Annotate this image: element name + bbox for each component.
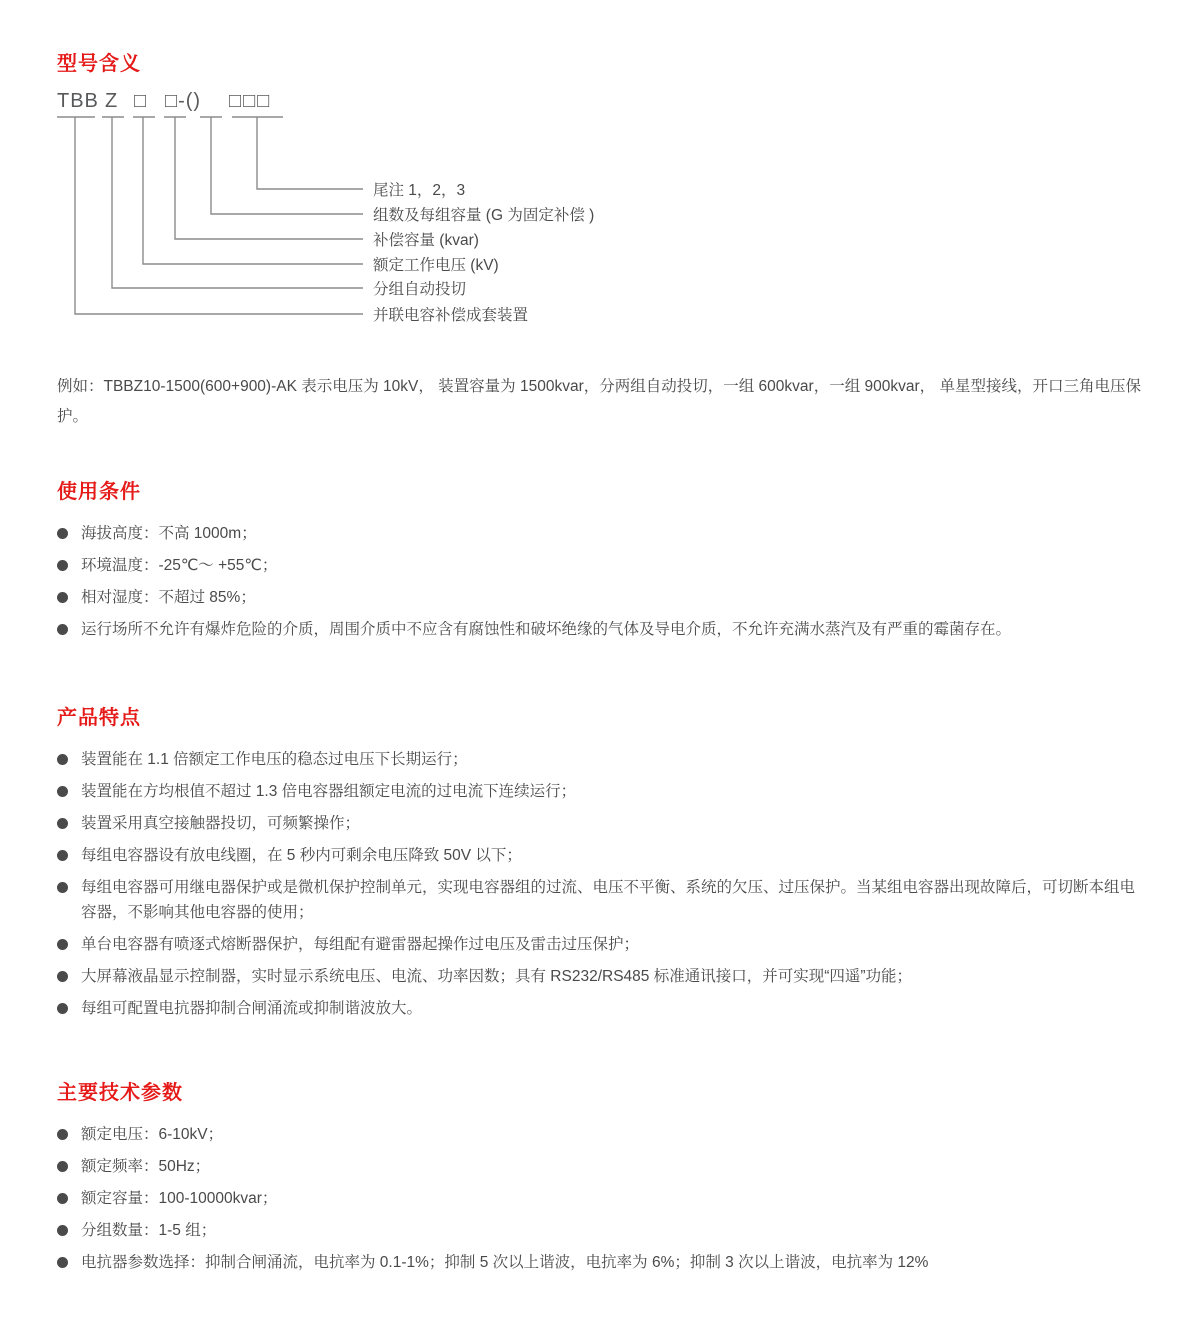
product-features-list — [57, 747, 1145, 1021]
list-item-text: 海拔高度：不高 1000m； — [81, 525, 257, 542]
list-item — [57, 521, 1145, 546]
section-title-product-features: 产品特点 — [57, 707, 141, 729]
diagram-label-rated-voltage: 额定工作电压 (kV) — [373, 257, 499, 274]
list-item-text: 每组电容器设有放电线圈，在 5 秒内可剩余电压降致 50V 以下； — [81, 847, 522, 864]
section-title-usage-conditions: 使用条件 — [57, 481, 141, 503]
usage-conditions-section — [57, 480, 1145, 642]
bullet-icon — [57, 882, 68, 893]
list-item — [57, 811, 1145, 836]
bullet-icon — [57, 1003, 68, 1014]
list-item-text: 运行场所不允许有爆炸危险的介质，周围介质中不应含有腐蚀性和破坏绝缘的气体及导电介质，不允许充满水蒸汽及有严重的霉菌存在。 — [81, 621, 1012, 638]
list-item — [57, 617, 1145, 642]
list-item — [57, 779, 1145, 804]
model-code-segment-suffix-boxes: □□□ — [229, 90, 272, 112]
model-code-segment-voltage-box: □ — [134, 90, 147, 112]
model-meaning-section — [57, 52, 1145, 432]
list-item-text: 额定容量：100-10000kvar； — [81, 1190, 278, 1207]
diagram-label-auto-switching: 分组自动投切 — [373, 281, 467, 298]
list-item — [57, 1250, 1145, 1275]
section-title-model-meaning: 型号含义 — [57, 53, 141, 75]
model-code-segment-capacity-box: □-() — [165, 90, 202, 112]
list-item-text: 额定频率：50Hz； — [81, 1158, 211, 1175]
list-item — [57, 1218, 1145, 1243]
list-item — [57, 932, 1145, 957]
bullet-icon — [57, 1193, 68, 1204]
diagram-label-suffix: 尾注 1，2，3 — [373, 182, 466, 199]
list-item-text: 环境温度：-25℃～ +55℃； — [81, 557, 278, 574]
list-item — [57, 843, 1145, 868]
diagram-connector-lines — [57, 90, 1145, 342]
list-item — [57, 553, 1145, 578]
list-item — [57, 875, 1145, 925]
bullet-icon — [57, 592, 68, 603]
list-item-text: 装置能在方均根值不超过 1.3 倍电容器组额定电流的过电流下连续运行； — [81, 783, 577, 800]
list-item-text: 单台电容器有喷逐式熔断器保护，每组配有避雷器起操作过电压及雷击过压保护； — [81, 936, 640, 953]
list-item-text: 装置采用真空接触器投切，可频繁操作； — [81, 815, 361, 832]
bullet-icon — [57, 754, 68, 765]
list-item-text: 大屏幕液晶显示控制器，实时显示系统电压、电流、功率因数；具有 RS232/RS485 标准通讯接口，并可实现“四遥”功能； — [81, 968, 913, 985]
list-item-text: 分组数量：1-5 组； — [81, 1222, 217, 1239]
diagram-label-device-type: 并联电容补偿成套装置 — [373, 307, 529, 324]
bullet-icon — [57, 939, 68, 950]
usage-conditions-list — [57, 521, 1145, 642]
model-code-diagram — [57, 90, 1145, 342]
bullet-icon — [57, 624, 68, 635]
bullet-icon — [57, 560, 68, 571]
list-item-text: 相对湿度：不超过 85%； — [81, 589, 256, 606]
model-code-segment-z: Z — [105, 90, 118, 112]
technical-parameters-list — [57, 1122, 1145, 1275]
model-example-text: 例如：TBBZ10-1500(600+900)-AK 表示电压为 10kV， 装置容量为 1500kvar，分两组自动投切，一组 600kvar，一组 900kvar， 单星型接线，开口三角电压保护。 — [57, 378, 1141, 425]
list-item-text: 每组可配置电抗器抑制合闸涌流或抑制谐波放大。 — [81, 1000, 423, 1017]
bullet-icon — [57, 786, 68, 797]
list-item — [57, 964, 1145, 989]
technical-parameters-section — [57, 1081, 1145, 1275]
diagram-label-compensation-capacity: 补偿容量 (kvar) — [373, 232, 479, 249]
list-item — [57, 1154, 1145, 1179]
bullet-icon — [57, 1129, 68, 1140]
list-item-text: 每组电容器可用继电器保护或是微机保护控制单元，实现电容器组的过流、电压不平衡、系统的欠压、过压保护。当某组电容器出现故障后，可切断本组电容器，不影响其他电容器的使用； — [81, 879, 1136, 921]
list-item-text: 装置能在 1.1 倍额定工作电压的稳态过电压下长期运行； — [81, 751, 468, 768]
section-title-technical-parameters: 主要技术参数 — [57, 1082, 183, 1104]
list-item-text: 电抗器参数选择：抑制合闸涌流，电抗率为 0.1-1%；抑制 5 次以上谐波，电抗率为 6%；抑制 3 次以上谐波，电抗率为 12% — [81, 1254, 929, 1271]
list-item — [57, 1122, 1145, 1147]
list-item — [57, 996, 1145, 1021]
bullet-icon — [57, 850, 68, 861]
bullet-icon — [57, 1161, 68, 1172]
product-features-section — [57, 706, 1145, 1021]
bullet-icon — [57, 818, 68, 829]
model-code-segment-tbb: TBB — [57, 90, 99, 112]
list-item — [57, 1186, 1145, 1211]
bullet-icon — [57, 971, 68, 982]
bullet-icon — [57, 528, 68, 539]
bullet-icon — [57, 1225, 68, 1236]
list-item — [57, 585, 1145, 610]
diagram-label-groups: 组数及每组容量 (G 为固定补偿 ) — [373, 207, 595, 224]
bullet-icon — [57, 1257, 68, 1268]
list-item-text: 额定电压：6-10kV； — [81, 1126, 224, 1143]
list-item — [57, 747, 1145, 772]
